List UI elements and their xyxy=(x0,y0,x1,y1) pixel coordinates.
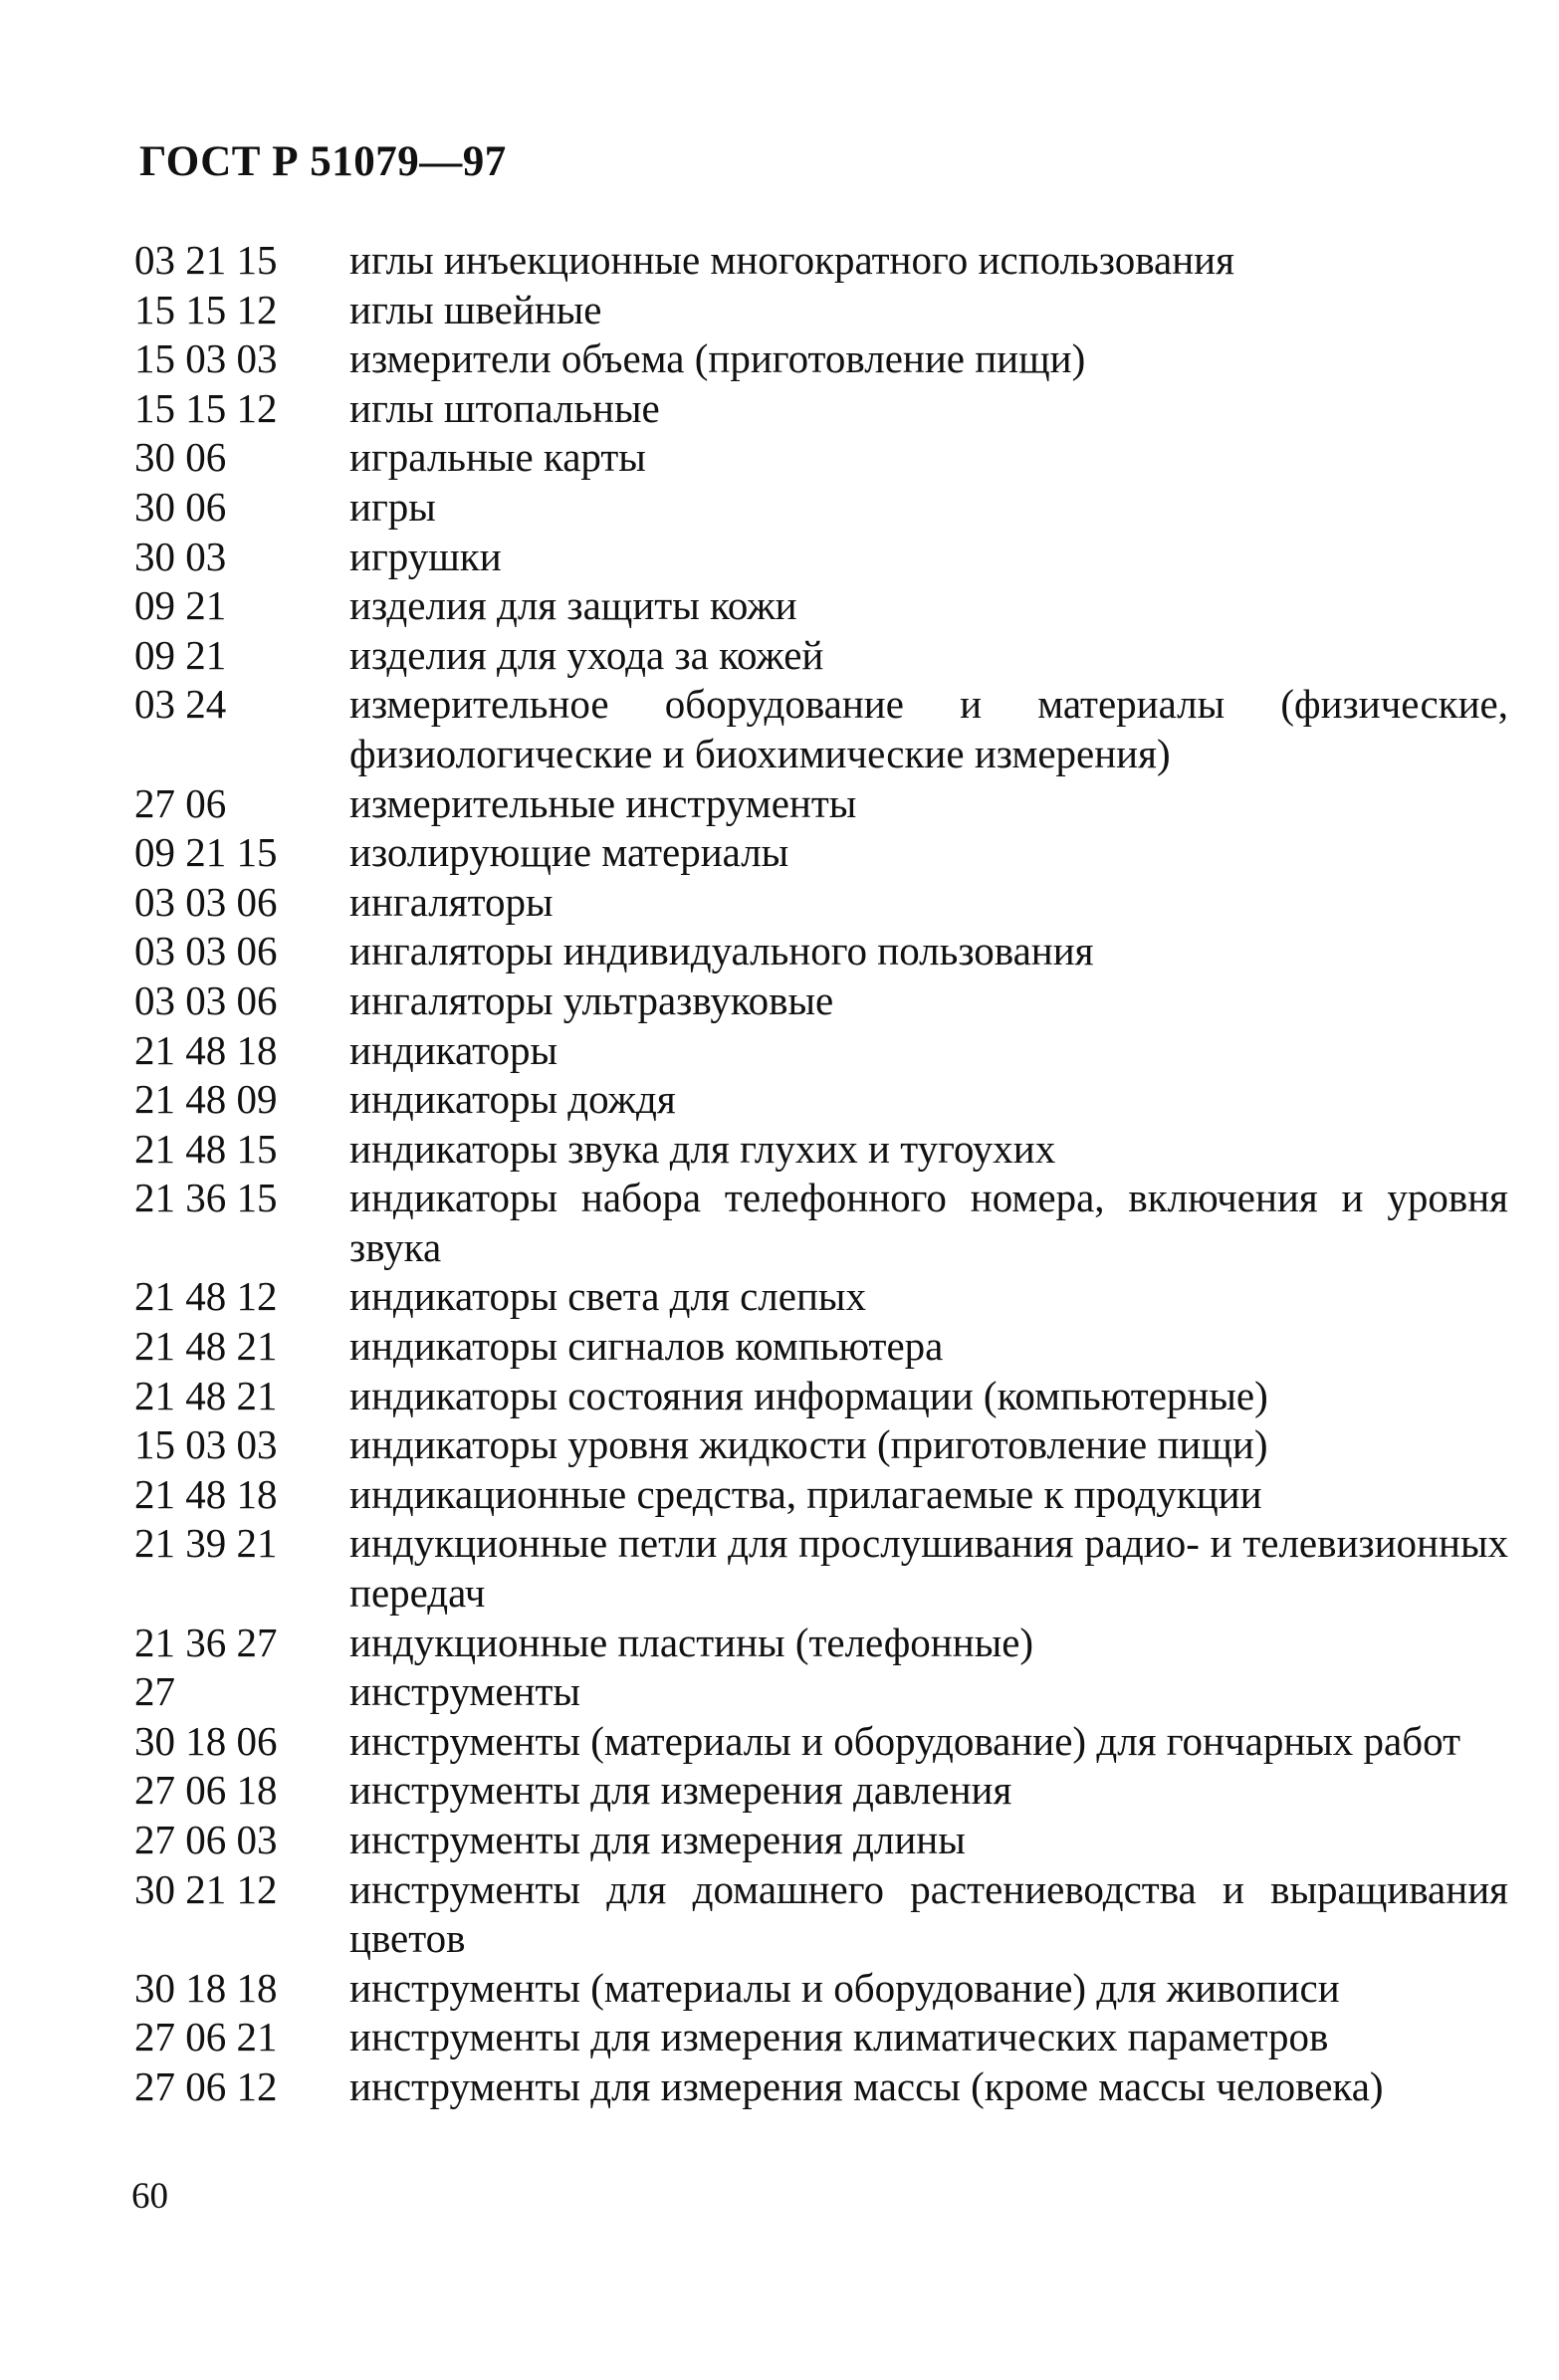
list-item xyxy=(134,1026,1508,1076)
page-title: ГОСТ Р 51079—97 xyxy=(139,138,507,185)
list-item xyxy=(134,433,1508,483)
classification-code: 03 03 06 xyxy=(134,976,278,1023)
list-item xyxy=(134,631,1508,681)
list-item xyxy=(134,1619,1508,1668)
index-term: измерители объема (приготовление пищи) xyxy=(349,335,1086,382)
classification-code: 21 36 15 xyxy=(134,1175,278,1221)
list-item xyxy=(134,1075,1508,1125)
index-term: инструменты для измерения давления xyxy=(349,1767,1012,1814)
index-list xyxy=(134,236,1508,2112)
list-item xyxy=(134,533,1508,582)
classification-code: 27 06 03 xyxy=(134,1817,278,1862)
list-item xyxy=(134,581,1508,631)
index-term: инструменты для измерения массы (кроме массы человека) xyxy=(349,2062,1384,2109)
classification-code: 27 xyxy=(134,1668,175,1715)
list-item xyxy=(134,1766,1508,1816)
index-term: индикаторы дождя xyxy=(349,1076,676,1123)
index-term: изделия для ухода за кожей xyxy=(349,631,824,678)
index-term: инструменты (материалы и оборудование) для гончарных работ xyxy=(349,1717,1460,1764)
list-item xyxy=(134,927,1508,976)
list-item xyxy=(134,1322,1508,1372)
list-item xyxy=(134,1865,1508,1964)
index-term: индикаторы сигналов компьютера xyxy=(349,1323,944,1370)
list-item xyxy=(134,1470,1508,1520)
classification-code: 09 21 xyxy=(134,631,227,678)
classification-code: 27 06 12 xyxy=(134,2062,278,2109)
list-item xyxy=(134,1372,1508,1421)
list-item xyxy=(134,1519,1508,1618)
classification-code: 30 03 xyxy=(134,533,227,579)
index-term: индикаторы уровня жидкости (приготовление пищи) xyxy=(349,1421,1268,1468)
index-term: индикаторы состояния информации (компьютерные) xyxy=(349,1372,1268,1418)
classification-code: 30 21 12 xyxy=(134,1865,278,1912)
index-term: изделия для защиты кожи xyxy=(349,582,797,629)
index-term: индикационные средства, прилагаемые к продукции xyxy=(349,1470,1262,1517)
classification-code: 30 18 06 xyxy=(134,1717,278,1764)
classification-code: 21 39 21 xyxy=(134,1520,278,1567)
classification-code: 03 03 06 xyxy=(134,878,278,925)
list-item xyxy=(134,680,1508,778)
index-term: индикаторы света для слепых xyxy=(349,1273,866,1320)
index-term: измерительные инструменты xyxy=(349,779,857,826)
index-term: измерительное оборудование и материалы (физические, физиологические и биохимические измерения) xyxy=(349,681,1508,776)
list-item xyxy=(134,828,1508,878)
index-term: игральные карты xyxy=(349,434,646,481)
classification-code: 03 24 xyxy=(134,681,227,728)
list-item xyxy=(134,1125,1508,1175)
classification-code: 27 06 18 xyxy=(134,1767,278,1814)
list-item xyxy=(134,384,1508,434)
list-item xyxy=(134,1667,1508,1717)
list-item xyxy=(134,1174,1508,1272)
index-term: иглы штопальные xyxy=(349,384,660,431)
index-term: индикаторы набора телефонного номера, включения и уровня звука xyxy=(349,1175,1508,1270)
classification-code: 21 36 27 xyxy=(134,1619,278,1665)
classification-code: 03 03 06 xyxy=(134,928,278,974)
index-term: иглы инъекционные многократного использования xyxy=(349,237,1234,283)
index-term: ингаляторы ультразвуковые xyxy=(349,976,834,1023)
classification-code: 21 48 09 xyxy=(134,1076,278,1123)
list-item xyxy=(134,2062,1508,2112)
classification-code: 27 06 21 xyxy=(134,2014,278,2060)
index-term: индикаторы xyxy=(349,1026,558,1073)
index-term: иглы швейные xyxy=(349,286,602,332)
classification-code: 21 48 21 xyxy=(134,1323,278,1370)
index-term: инструменты (материалы и оборудование) для живописи xyxy=(349,1964,1340,2011)
classification-code: 21 48 18 xyxy=(134,1470,278,1517)
list-item xyxy=(134,976,1508,1026)
classification-code: 15 15 12 xyxy=(134,286,278,332)
list-item xyxy=(134,1420,1508,1470)
classification-code: 21 48 21 xyxy=(134,1372,278,1418)
list-item xyxy=(134,236,1508,286)
page-number: 60 xyxy=(131,2176,168,2217)
list-item xyxy=(134,1816,1508,1865)
classification-code: 30 06 xyxy=(134,483,227,530)
classification-code: 30 06 xyxy=(134,434,227,481)
list-item xyxy=(134,1272,1508,1322)
list-item xyxy=(134,2013,1508,2062)
classification-code: 09 21 15 xyxy=(134,829,278,876)
index-term: игры xyxy=(349,483,436,530)
list-item xyxy=(134,483,1508,533)
index-term: инструменты для домашнего растениеводства и выращивания цветов xyxy=(349,1865,1508,1962)
list-item xyxy=(134,334,1508,384)
index-term: индукционные петли для прослушивания радио- и телевизионных передач xyxy=(349,1520,1508,1617)
list-item xyxy=(134,878,1508,928)
index-term: инструменты для измерения климатических параметров xyxy=(349,2014,1329,2060)
index-term: индикаторы звука для глухих и тугоухих xyxy=(349,1125,1056,1172)
classification-code: 15 15 12 xyxy=(134,384,278,431)
index-term: игрушки xyxy=(349,533,502,579)
classification-code: 03 21 15 xyxy=(134,237,278,283)
classification-code: 21 48 12 xyxy=(134,1273,278,1320)
index-term: изолирующие материалы xyxy=(349,829,789,876)
list-item xyxy=(134,779,1508,829)
classification-code: 15 03 03 xyxy=(134,335,278,382)
index-term: инструменты для измерения длины xyxy=(349,1817,966,1862)
classification-code: 21 48 18 xyxy=(134,1026,278,1073)
list-item xyxy=(134,1964,1508,2014)
classification-code: 15 03 03 xyxy=(134,1421,278,1468)
list-item xyxy=(134,286,1508,335)
classification-code: 27 06 xyxy=(134,779,227,826)
classification-code: 30 18 18 xyxy=(134,1964,278,2011)
list-item xyxy=(134,1717,1508,1767)
classification-code: 09 21 xyxy=(134,582,227,629)
classification-code: 21 48 15 xyxy=(134,1125,278,1172)
index-term: индукционные пластины (телефонные) xyxy=(349,1619,1034,1665)
index-term: ингаляторы xyxy=(349,878,554,925)
index-term: ингаляторы индивидуального пользования xyxy=(349,928,1094,974)
index-term: инструменты xyxy=(349,1668,580,1715)
